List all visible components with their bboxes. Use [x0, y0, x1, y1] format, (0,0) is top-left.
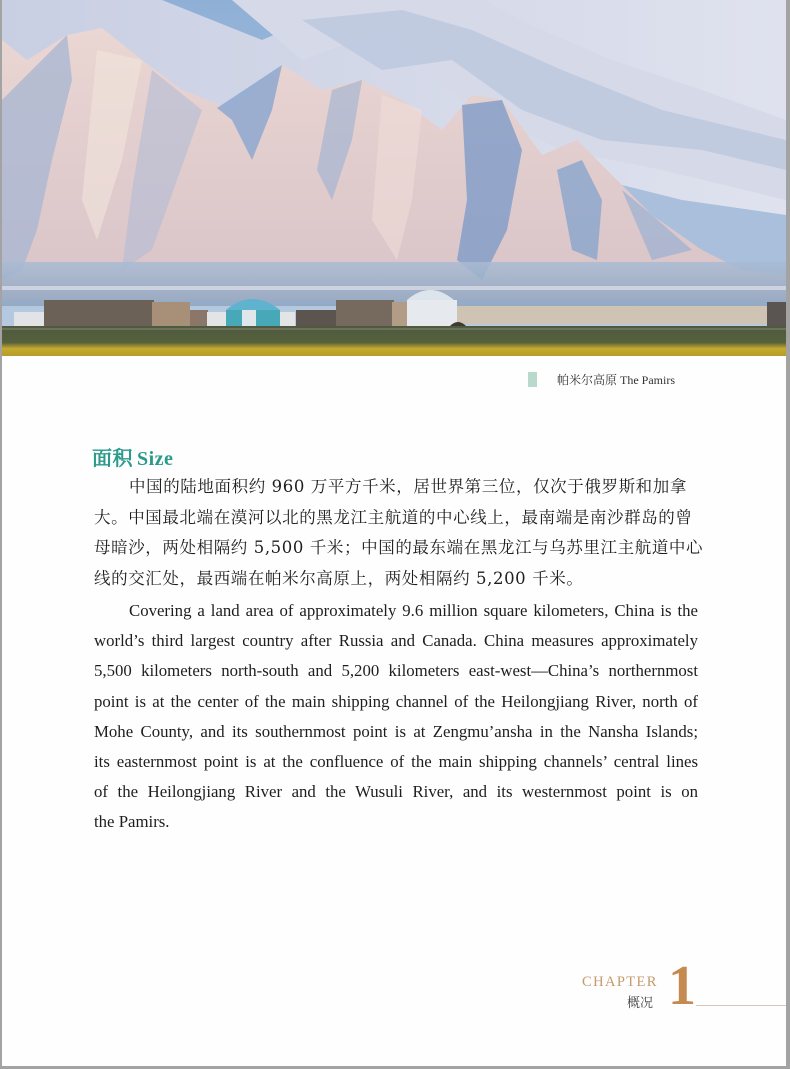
caption-cn: 帕米尔高原: [557, 372, 618, 387]
photo-caption: [528, 370, 675, 388]
chapter-number: 1: [668, 955, 696, 1017]
caption-en: The Pamirs: [620, 372, 676, 387]
paragraph-line: 中国的陆地面积约 960 万平方千米，居世界第三位，仅次于俄罗斯和加拿: [129, 477, 687, 496]
paragraph-line: 线的交汇处，最西端在帕米尔高原上，两处相隔约 5,200 千米。: [94, 568, 584, 588]
english-paragraph: [94, 596, 698, 838]
chapter-title-cn: 概况: [627, 996, 654, 1011]
section-title: [92, 442, 173, 471]
paragraph-line: its easternmost point is at the confluence of the main shipping channels’ central lines: [94, 752, 698, 772]
paragraph-line: 5,500 kilometers north-south and 5,200 kilometers east-west—China’s northernmost: [94, 661, 698, 681]
section-title-en: Size: [137, 448, 174, 470]
paragraph-line: point is at the center of the main shipping channel of the Heilongjiang River, north of: [94, 691, 698, 711]
section-title-cn: 面积: [92, 446, 133, 470]
paragraph-line: the Pamirs.: [94, 812, 170, 832]
pamirs-landscape-photo: [2, 0, 786, 356]
caption-marker: [528, 372, 537, 387]
paragraph-line: 大。中国最北端在漠河以北的黑龙江主航道的中心线上，最南端是南沙群岛的曾: [94, 507, 693, 527]
chinese-paragraph: [94, 472, 704, 594]
chapter-divider: [696, 1005, 786, 1006]
paragraph-line: Mohe County, and its southernmost point is at Zengmu’ansha in the Nansha Islands;: [94, 721, 698, 741]
caption-text: [557, 371, 675, 388]
paragraph-line: world’s third largest country after Russia and Canada. China measures approximately: [94, 631, 698, 651]
paragraph-line: Covering a land area of approximately 9.6 million square kilometers, China is the: [129, 601, 698, 620]
paragraph-line: 母暗沙，两处相隔约 5,500 千米；中国的最东端在黑龙江与乌苏里江主航道中心: [94, 538, 704, 557]
paragraph-line: of the Heilongjiang River and the Wusuli River, and its westernmost point is on: [94, 782, 698, 802]
book-page: [2, 0, 786, 1066]
chapter-label: CHAPTER: [582, 974, 658, 990]
